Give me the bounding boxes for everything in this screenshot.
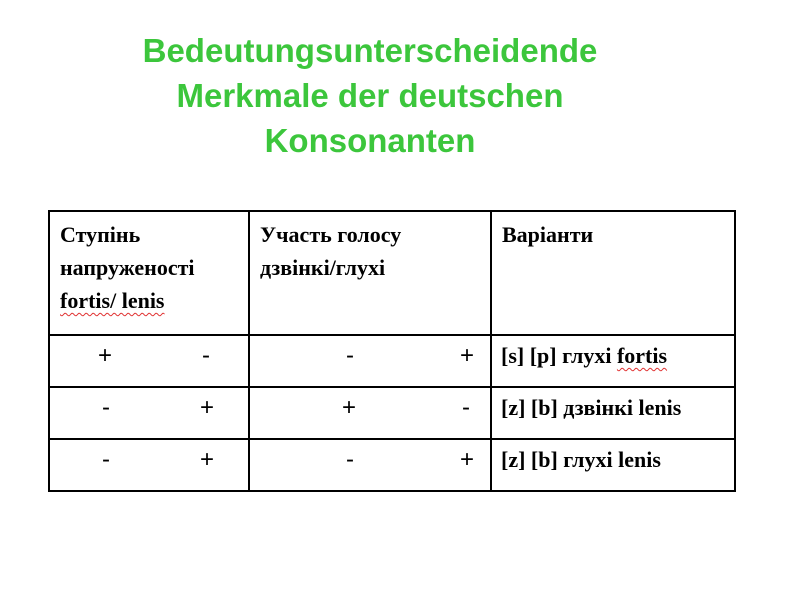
variant-prefix: [z] [b] дзвінкі	[501, 395, 639, 420]
voice-cell	[249, 335, 491, 387]
header-cell-voice	[249, 211, 491, 335]
tension-sign-fortis: -	[102, 394, 110, 421]
variant-text	[492, 336, 734, 371]
voice-sign-voiceless: +	[460, 342, 475, 369]
voice-cell	[249, 387, 491, 439]
tension-sign-fortis: +	[98, 342, 113, 369]
variant-cell	[491, 335, 735, 387]
header-voice-line-2: дзвінкі/глухі	[260, 255, 386, 280]
table-row	[49, 439, 735, 491]
variant-cell	[491, 439, 735, 491]
header-voice-line-1: Участь голосу	[260, 222, 402, 247]
tension-cell	[49, 387, 249, 439]
tension-sign-lenis: +	[200, 446, 215, 473]
header-tension-line-3-text: fortis/ lenis	[60, 288, 165, 313]
variant-term: lenis	[638, 395, 682, 420]
table-header-row	[49, 211, 735, 335]
variant-cell	[491, 387, 735, 439]
voice-sign-voiceless: +	[460, 446, 475, 473]
variant-prefix: [s] [p] глухі	[501, 343, 617, 368]
title-line-2: Merkmale der deutschen	[176, 77, 564, 114]
variant-text	[492, 388, 734, 423]
header-variants-line-1: Варіанти	[502, 222, 594, 247]
voice-sign-voiced: +	[342, 394, 357, 421]
tension-sign-lenis: -	[202, 342, 210, 369]
variant-term: fortis	[616, 343, 668, 368]
variant-text	[492, 440, 734, 475]
slide-title	[70, 28, 670, 163]
variant-prefix: [z] [b] глухі	[501, 447, 619, 472]
tension-cell	[49, 439, 249, 491]
header-tension-line-2: напруженості	[60, 255, 195, 280]
voice-sign-voiced: -	[346, 446, 354, 473]
header-cell-tension	[49, 211, 249, 335]
table-row	[49, 387, 735, 439]
consonant-features-table	[48, 210, 736, 492]
header-tension-line-3	[60, 284, 240, 317]
variant-term: lenis	[618, 447, 661, 472]
header-cell-variants	[491, 211, 735, 335]
title-line-3: Konsonanten	[264, 122, 476, 159]
tension-cell	[49, 335, 249, 387]
voice-sign-voiced: -	[346, 342, 354, 369]
header-tension-line-1: Ступінь	[60, 222, 141, 247]
tension-sign-fortis: -	[102, 446, 110, 473]
voice-cell	[249, 439, 491, 491]
voice-sign-voiceless: -	[462, 394, 470, 421]
tension-sign-lenis: +	[200, 394, 215, 421]
table-row	[49, 335, 735, 387]
title-line-1: Bedeutungsunterscheidende	[142, 32, 598, 69]
